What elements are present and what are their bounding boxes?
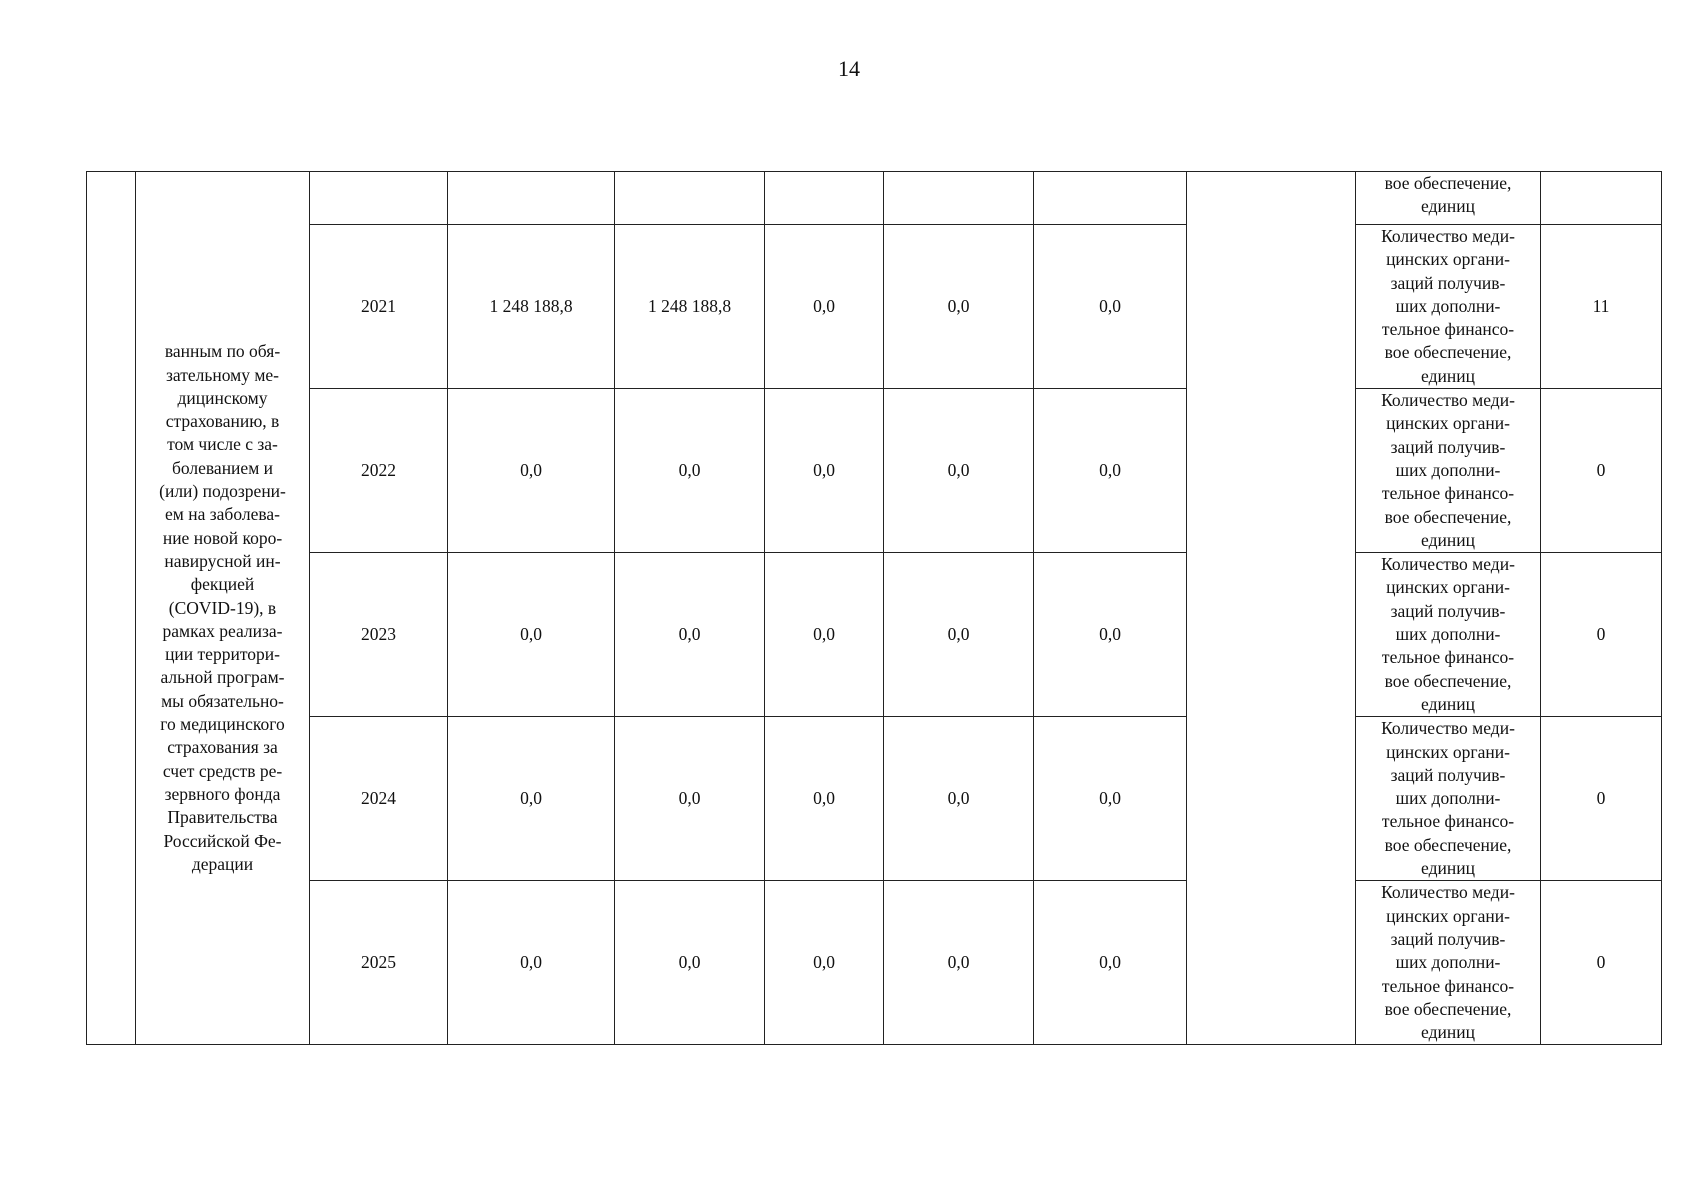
text-line: мы обязательно- [161,690,284,711]
amount-cell: 0,0 [448,717,615,881]
text-line: Правительства [167,807,278,828]
amount-cell: 0,0 [615,389,765,553]
amount-cell: 0,0 [448,881,615,1045]
text-line: цинских органи- [1386,413,1510,434]
number-cell [87,172,136,1045]
text-line: ших дополни- [1395,459,1501,480]
text-line: рамках реализа- [162,620,283,641]
text-line: (или) подозрени- [159,481,286,502]
text-line: единиц [1421,529,1475,550]
text-line: вое обеспечение, [1384,834,1512,855]
year-cell [310,172,448,225]
indicator-value: 0 [1541,881,1662,1045]
amount-cell: 0,0 [765,553,884,717]
amount-cell: 0,0 [884,225,1034,389]
text-line: заций получив- [1390,928,1506,949]
text-line: тельное финансо- [1381,483,1515,504]
amount-cell: 0,0 [1034,389,1187,553]
amount-cell: 0,0 [1034,553,1187,717]
amount-cell [615,172,765,225]
amount-cell: 0,0 [884,553,1034,717]
text-line: Количество меди- [1381,554,1515,575]
year-cell: 2025 [310,881,448,1045]
table-row [87,389,1662,553]
indicator-cell [1356,389,1541,553]
text-line: ем на заболева- [165,504,280,525]
text-line: Количество меди- [1381,226,1515,246]
text-line: Количество меди- [1381,882,1515,903]
indicator-value: 0 [1541,717,1662,881]
text-line: цинских органи- [1386,741,1510,762]
amount-cell: 0,0 [765,881,884,1045]
text-line: вое обеспечение, [1384,998,1512,1019]
text-line: Российской Фе- [163,830,282,851]
text-line: единиц [1421,365,1475,386]
text-line: ние новой коро- [162,527,283,548]
amount-cell: 0,0 [765,225,884,389]
program-table [86,171,1662,1045]
text-line: го медицинского [160,714,285,735]
amount-cell: 0,0 [448,553,615,717]
text-line: ции территори- [165,644,280,665]
amount-cell: 0,0 [765,717,884,881]
amount-cell: 0,0 [884,389,1034,553]
amount-cell: 0,0 [1034,225,1187,389]
indicator-value: 11 [1541,225,1662,389]
continuation-row [87,172,1662,225]
indicator-value [1541,172,1662,225]
description-cell [136,172,310,1045]
text-line: страхования за [167,737,278,758]
indicator-cell [1356,881,1541,1045]
text-line: тельное финансо- [1381,319,1515,340]
amount-cell: 0,0 [884,881,1034,1045]
text-line: единиц [1421,1022,1475,1043]
text-line: вое обеспечение, [1384,670,1512,691]
text-line: болеванием и [171,457,274,478]
text-line: тельное финансо- [1381,647,1515,668]
text-line: вое обеспечение, [1384,506,1512,527]
amount-cell: 0,0 [448,389,615,553]
amount-cell: 0,0 [1034,717,1187,881]
page-number: 14 [838,56,860,81]
amount-cell: 0,0 [1034,881,1187,1045]
amount-cell: 0,0 [615,553,765,717]
text-line: ванным по обя- [164,341,281,362]
text-line: зервного фонда [164,783,281,804]
indicator-cell [1356,225,1541,389]
executor-cell [1187,172,1356,1045]
amount-cell: 0,0 [615,881,765,1045]
amount-cell [765,172,884,225]
text-line: цинских органи- [1386,577,1510,598]
text-line: (COVID-19), в [168,597,277,618]
table-row [87,881,1662,1045]
text-line: Количество меди- [1381,718,1515,739]
amount-cell: 1 248 188,8 [615,225,765,389]
text-line: Количество меди- [1381,390,1515,411]
text-line: заций получив- [1390,272,1506,293]
text-line: тельное финансо- [1381,975,1515,996]
amount-cell: 1 248 188,8 [448,225,615,389]
text-line: вое обеспечение, [1384,173,1512,193]
text-line: ших дополни- [1395,788,1501,809]
text-line: заций получив- [1390,436,1506,457]
text-line: зательному ме- [165,364,279,385]
text-line: цинских органи- [1386,905,1510,926]
text-line: фекцией [190,574,255,595]
text-line: ших дополни- [1395,295,1501,316]
text-line: ших дополни- [1395,624,1501,645]
text-line: единиц [1421,693,1475,714]
year-cell: 2022 [310,389,448,553]
amount-cell: 0,0 [765,389,884,553]
table-row [87,717,1662,881]
text-line: дицинскому [177,387,268,408]
text-line: дерации [191,853,254,874]
amount-cell [1034,172,1187,225]
amount-cell: 0,0 [615,717,765,881]
table-row [87,553,1662,717]
text-line: тельное финансо- [1381,811,1515,832]
indicator-cell [1356,172,1541,225]
amount-cell [884,172,1034,225]
text-line: ших дополни- [1395,952,1501,973]
text-line: альной програм- [160,667,285,688]
text-line: единиц [1421,196,1475,217]
text-line: том числе с за- [167,434,278,455]
year-cell: 2024 [310,717,448,881]
text-line: навирусной ин- [164,550,281,571]
text-line: страхованию, в [165,411,280,432]
indicator-value: 0 [1541,553,1662,717]
amount-cell: 0,0 [884,717,1034,881]
table-row [87,225,1662,389]
indicator-cell [1356,717,1541,881]
text-line: вое обеспечение, [1384,342,1512,363]
text-line: заций получив- [1390,764,1506,785]
year-cell: 2021 [310,225,448,389]
year-cell: 2023 [310,553,448,717]
indicator-cell [1356,553,1541,717]
indicator-value: 0 [1541,389,1662,553]
text-line: заций получив- [1390,600,1506,621]
text-line: цинских органи- [1386,249,1510,270]
text-line: счет средств ре- [162,760,283,781]
amount-cell [448,172,615,225]
text-line: единиц [1421,858,1475,879]
